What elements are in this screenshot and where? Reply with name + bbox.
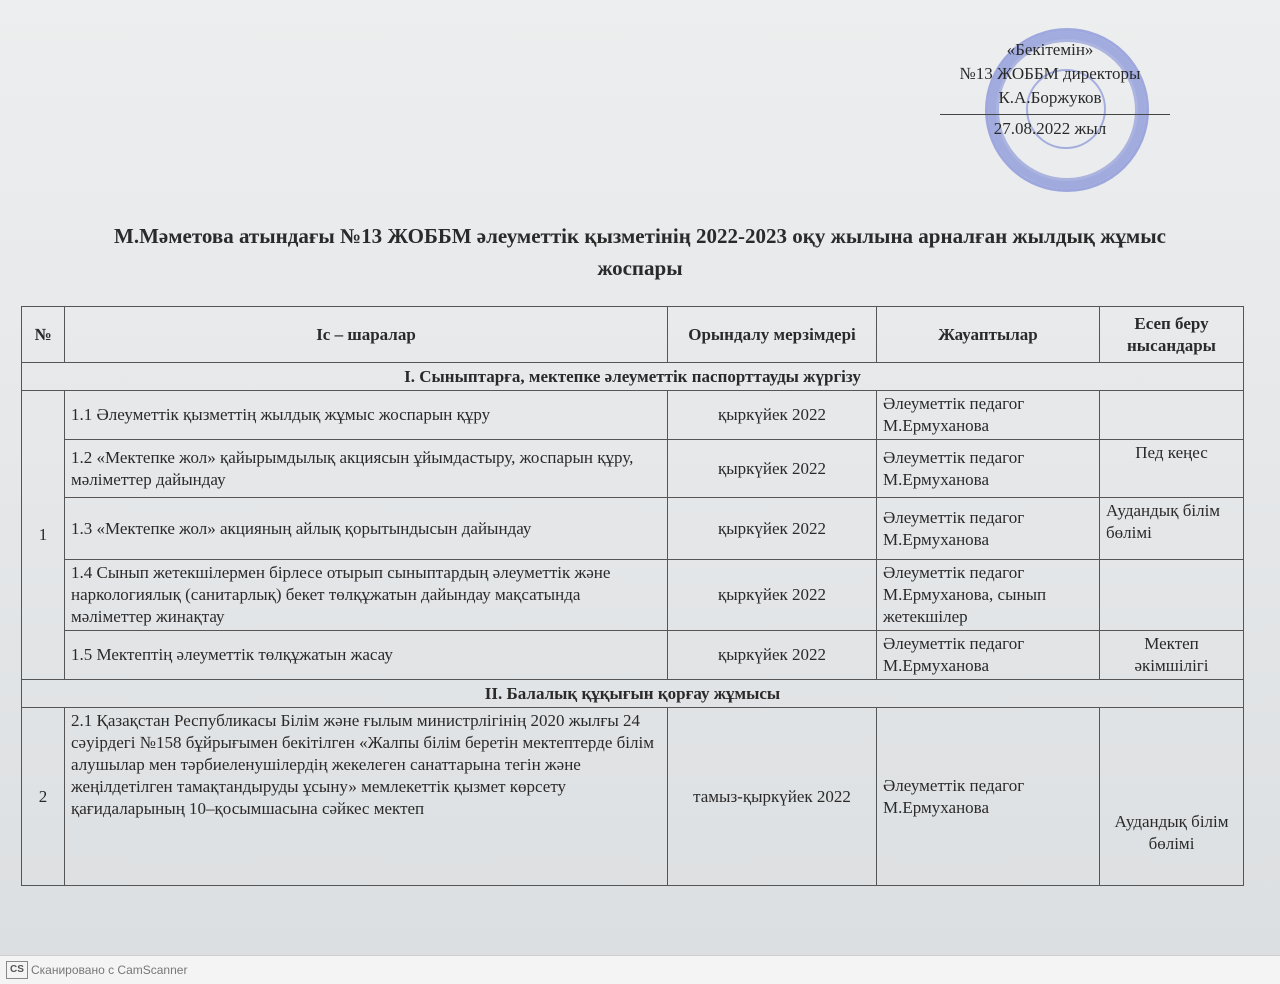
table-row (22, 498, 1244, 560)
camscanner-logo-icon: CS (6, 961, 28, 979)
responsible-cell: Әлеуметтік педагог М.Ермуханова, сынып жетекшілер (877, 560, 1100, 631)
row-number-2: 2 (22, 708, 65, 886)
approval-date: 27.08.2022 жыл (993, 119, 1107, 138)
table-row (22, 391, 1244, 440)
report-cell: Пед кеңес (1100, 440, 1244, 498)
report-cell (1100, 391, 1244, 440)
term-cell: қыркүйек 2022 (668, 440, 877, 498)
term-cell: тамыз-қыркүйек 2022 (668, 708, 877, 886)
section-title-2: ІІ. Балалық құқығын қорғау жұмысы (22, 680, 1244, 708)
approval-line-2: №13 ЖОББМ директоры (959, 64, 1141, 83)
term-cell: қыркүйек 2022 (668, 498, 877, 560)
task-cell: 2.1 Қазақстан Республикасы Білім және ғылым министрлігінің 2020 жылғы 24 сәуірдегі №158 бұйрығымен бекітілген «Жалпы білім беретін мектептерде білім алушылар мен тәрбиеленушілердің жекелеген санаттарына тегін және жеңілдетілген тамақтандыруды ұсыну» мемлекеттік қызмет көрсету қағидаларының 10–қосымшасына сәйкес мектеп (65, 708, 668, 886)
task-cell: 1.1 Әлеуметтік қызметтің жылдық жұмыс жоспарын құру (65, 391, 668, 440)
responsible-cell: Әлеуметтік педагог М.Ермуханова (877, 498, 1100, 560)
header-report: Есеп беру нысандары (1100, 307, 1244, 363)
responsible-cell: Әлеуметтік педагог М.Ермуханова (877, 708, 1100, 886)
report-cell: Аудандық білім бөлімі (1100, 498, 1244, 560)
signature-line (940, 114, 1170, 115)
table-header-row (22, 307, 1244, 363)
table-row (22, 440, 1244, 498)
task-cell: 1.3 «Мектепке жол» акцияның айлық қорытындысын дайындау (65, 498, 668, 560)
header-responsible: Жауаптылар (877, 307, 1100, 363)
footer-text: Сканировано с CamScanner (31, 963, 188, 977)
table-row (22, 708, 1244, 886)
document-title (20, 220, 1260, 284)
approval-line-1: «Бекітемін» (1006, 40, 1094, 59)
approval-block (930, 38, 1170, 141)
section-row-2 (22, 680, 1244, 708)
table-row (22, 560, 1244, 631)
term-cell: қыркүйек 2022 (668, 391, 877, 440)
header-num: № (22, 307, 65, 363)
header-tasks: Іс – шаралар (65, 307, 668, 363)
term-cell: қыркүйек 2022 (668, 560, 877, 631)
approval-line-3: К.А.Боржуков (998, 88, 1102, 107)
section-row-1 (22, 363, 1244, 391)
task-cell: 1.4 Сынып жетекшілермен бірлесе отырып сыныптардың әлеуметтік және наркологиялық (санитарлық) бекет төлқұжатын дайындау мақсатында мәліметтер жинақтау (65, 560, 668, 631)
responsible-cell: Әлеуметтік педагог М.Ермуханова (877, 391, 1100, 440)
work-plan-table (21, 306, 1244, 886)
report-cell: Аудандық білім бөлімі (1100, 708, 1244, 886)
task-cell: 1.2 «Мектепке жол» қайырымдылық акциясын ұйымдастыру, жоспарын құру, мәліметтер дайындау (65, 440, 668, 498)
report-cell: Мектеп әкімшілігі (1100, 631, 1244, 680)
title-line-1: М.Мәметова атындағы №13 ЖОББМ әлеуметтік қызметінің 2022-2023 оқу жылына арналған жылдық жұмыс (114, 224, 1166, 248)
row-number-1: 1 (22, 391, 65, 680)
table-row (22, 631, 1244, 680)
section-title-1: І. Сыныптарға, мектепке әлеуметтік паспорттауды жүргізу (22, 363, 1244, 391)
responsible-cell: Әлеуметтік педагог М.Ермуханова (877, 631, 1100, 680)
report-cell (1100, 560, 1244, 631)
scanner-footer (0, 955, 1280, 984)
title-line-2: жоспары (597, 256, 683, 280)
header-term: Орындалу мерзімдері (668, 307, 877, 363)
term-cell: қыркүйек 2022 (668, 631, 877, 680)
responsible-cell: Әлеуметтік педагог М.Ермуханова (877, 440, 1100, 498)
task-cell: 1.5 Мектептің әлеуметтік төлқұжатын жасау (65, 631, 668, 680)
